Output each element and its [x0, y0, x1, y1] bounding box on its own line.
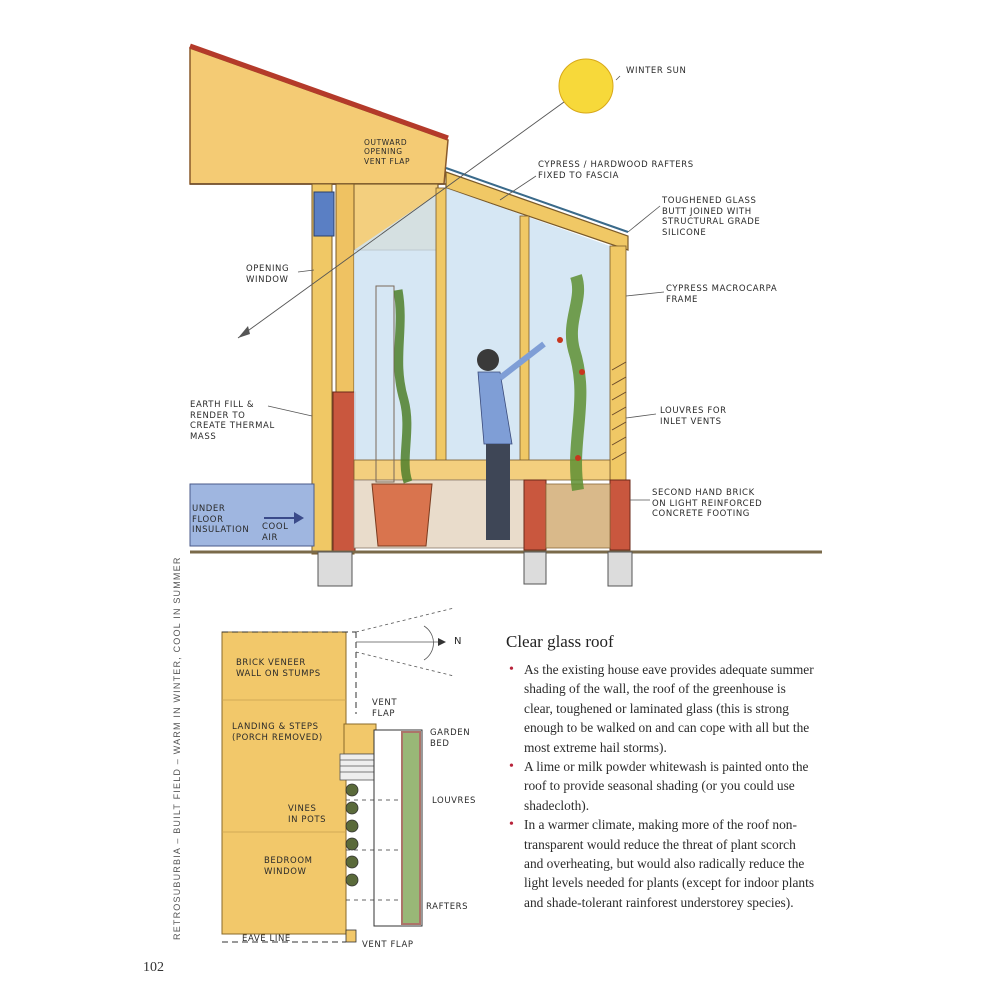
plan-label-vines: VINES IN POTS [288, 804, 327, 825]
bullet-list [506, 660, 816, 912]
plan-garden-bed [402, 732, 420, 924]
plan-label-bedroom-window: BEDROOM WINDOW [264, 856, 313, 877]
label-louvres-inlet: LOUVRES FOR INLET VENTS [660, 406, 727, 427]
plan-label-vent-flap-bottom: VENT FLAP [362, 940, 414, 950]
label-opening-window: OPENING WINDOW [246, 264, 290, 285]
page-number: 102 [143, 960, 164, 975]
bullet-item: • A lime or milk powder whitewash is painted onto the roof to provide seasonal shading (or you could use shadecloth). [506, 757, 816, 815]
footing-3 [608, 552, 632, 586]
section-heading: Clear glass roof [506, 632, 614, 651]
label-rafters: CYPRESS / HARDWOOD RAFTERS FIXED TO FASCIA [538, 160, 694, 181]
bullet-item: • As the existing house eave provides adequate summer shading of the wall, the roof of the greenhouse is clear, toughened or laminated glass (this is strong enough to be walked on and can cope with all but the most extreme hail storms). [506, 660, 816, 757]
house-wall-post [312, 184, 332, 554]
plan-pots [346, 784, 358, 886]
label-glass: TOUGHENED GLASS BUTT JOINED WITH STRUCTURAL GRADE SILICONE [662, 196, 761, 238]
plan-label-north: N [454, 636, 463, 647]
label-frame: CYPRESS MACROCARPA FRAME [666, 284, 778, 305]
plan-label-rafters: RAFTERS [426, 902, 469, 912]
plan-label-vent-flap-top: VENT FLAP [372, 698, 398, 719]
plan-label-louvres: LOUVRES [432, 796, 477, 806]
footing-2 [524, 552, 546, 584]
plan-label-eave-line: EAVE LINE [242, 934, 291, 944]
label-winter-sun: WINTER SUN [626, 66, 687, 76]
terracotta-pot [372, 484, 432, 546]
plan-landing [344, 724, 376, 754]
middle-brick-column [524, 480, 546, 550]
house-brick-column [333, 392, 355, 552]
frame-post-2 [520, 216, 529, 480]
text-section [506, 632, 816, 912]
garden-bed-soil [546, 484, 610, 548]
right-brick-column [610, 480, 630, 550]
bullet-item: • In a warmer climate, making more of the roof non-transparent would reduce the threat of plant scorch and overheating, but would also radically reduce the light levels needed for plants (except for indoor plants and shade-tolerant rainforest understorey species). [506, 815, 816, 912]
label-outward-vent: OUTWARD OPENING VENT FLAP [364, 138, 411, 166]
label-under-floor: UNDER FLOOR INSULATION [192, 504, 250, 536]
frame-post-1 [436, 188, 446, 480]
plan-label-brick-veneer: BRICK VENEER WALL ON STUMPS [236, 658, 321, 679]
footing-1 [318, 552, 352, 586]
opening-window-pane [314, 192, 334, 236]
label-second-hand-brick: SECOND HAND BRICK ON LIGHT REINFORCED CONCRETE FOOTING [652, 488, 763, 520]
plan-label-landing: LANDING & STEPS (PORCH REMOVED) [232, 722, 323, 743]
plan-steps [340, 754, 374, 780]
label-cool-air: COOL AIR [262, 522, 289, 543]
winter-sun [559, 59, 613, 113]
label-earth-fill: EARTH FILL & RENDER TO CREATE THERMAL MASS [190, 400, 275, 442]
running-head: RETROSUBURBIA – BUILT FIELD – WARM IN WINTER, COOL IN SUMMER [172, 556, 182, 940]
plan-label-garden-bed: GARDEN BED [430, 728, 471, 749]
